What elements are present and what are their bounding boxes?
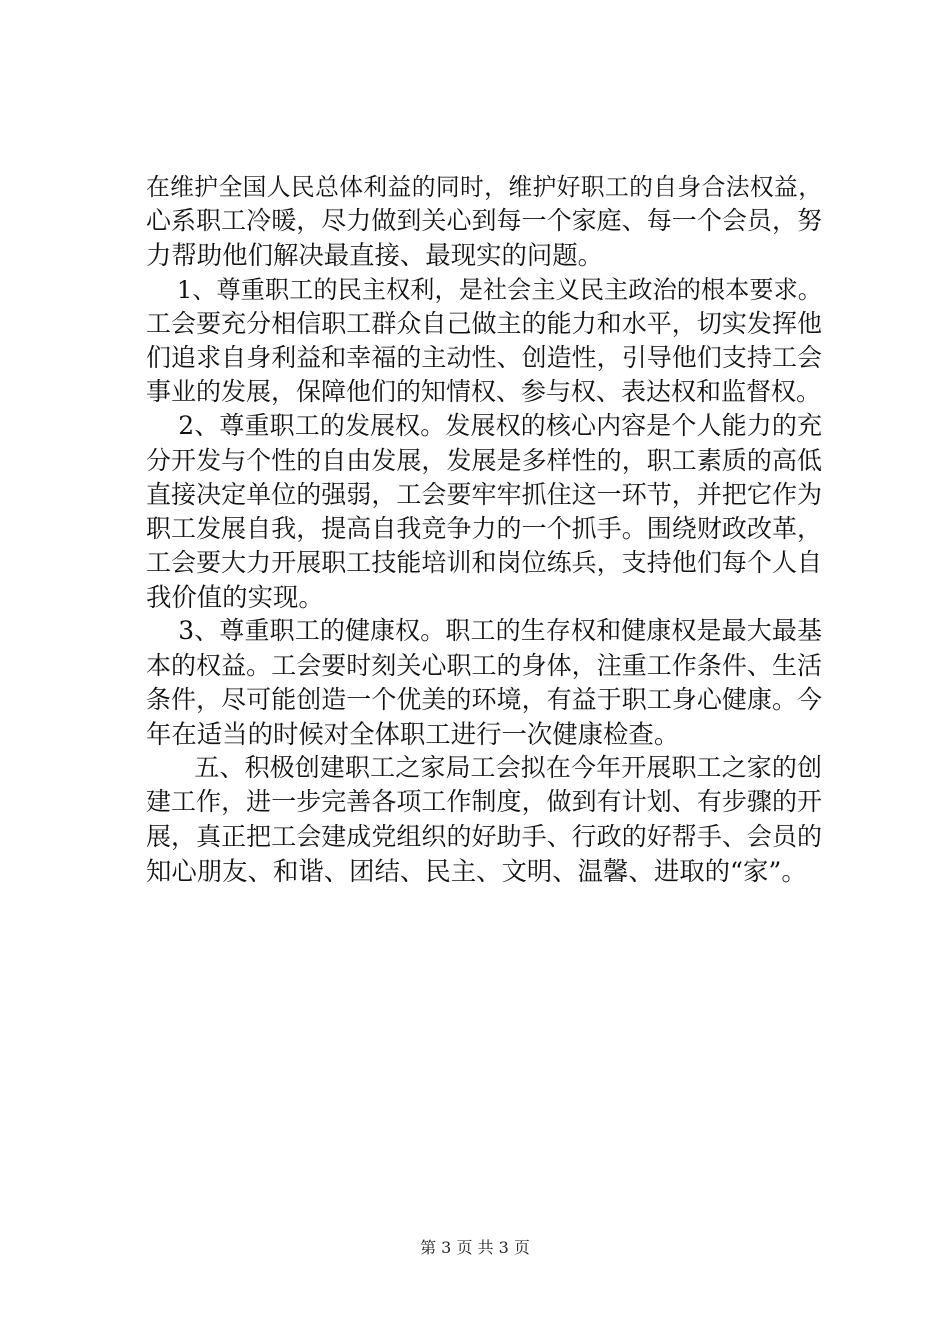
text-line: 直接决定单位的强弱，工会要牢牢抓住这一环节，并把它作为 <box>146 479 822 509</box>
text-line: 事业的发展，保障他们的知情权、参与权、表达权和监督权。 <box>146 377 822 407</box>
text-line: 1、尊重职工的民主权利，是社会主义民主政治的根本要求。 <box>146 275 822 304</box>
page-footer: 第 3 页 共 3 页 <box>420 1238 530 1257</box>
text-line: 2、尊重职工的发展权。发展权的核心内容是个人能力的充 <box>146 411 822 441</box>
text-line: 职工发展自我，提高自我竞争力的一个抓手。围绕财政改革， <box>146 513 822 543</box>
text-line: 分开发与个性的自由发展，发展是多样性的，职工素质的高低 <box>146 445 822 475</box>
text-line: 力帮助他们解决最直接、最现实的问题。 <box>146 240 604 271</box>
text-line: 五、积极创建职工之家局工会拟在今年开展职工之家的创 <box>146 753 822 783</box>
text-line: 条件，尽可能创造一个优美的环境，有益于职工身心健康。今 <box>146 684 822 714</box>
text-line: 工会要充分相信职工群众自己做主的能力和水平，切实发挥他 <box>146 308 822 338</box>
text-line: 知心朋友、和谐、团结、民主、文明、温馨、进取的“家”。 <box>146 855 807 886</box>
text-line: 3、尊重职工的健康权。职工的生存权和健康权是最大最基 <box>146 616 822 646</box>
text-line: 建工作，进一步完善各项工作制度，做到有计划、有步骤的开 <box>146 787 822 817</box>
text-line: 在维护全国人民总体利益的同时，维护好职工的自身合法权益， <box>146 173 822 201</box>
text-line: 本的权益。工会要时刻关心职工的身体，注重工作条件、生活 <box>146 650 822 680</box>
text-line: 年在适当的时候对全体职工进行一次健康检查。 <box>146 719 680 749</box>
text-line: 我价值的实现。 <box>146 582 324 613</box>
text-line: 心系职工冷暖，尽力做到关心到每一个家庭、每一个会员，努 <box>146 206 822 236</box>
text-line: 展，真正把工会建成党组织的好助手、行政的好帮手、会员的 <box>146 821 822 851</box>
text-line: 们追求自身利益和幸福的主动性、创造性，引导他们支持工会 <box>146 342 822 372</box>
document-body <box>146 170 822 888</box>
text-line: 工会要大力开展职工技能培训和岗位练兵，支持他们每个人自 <box>146 548 822 578</box>
